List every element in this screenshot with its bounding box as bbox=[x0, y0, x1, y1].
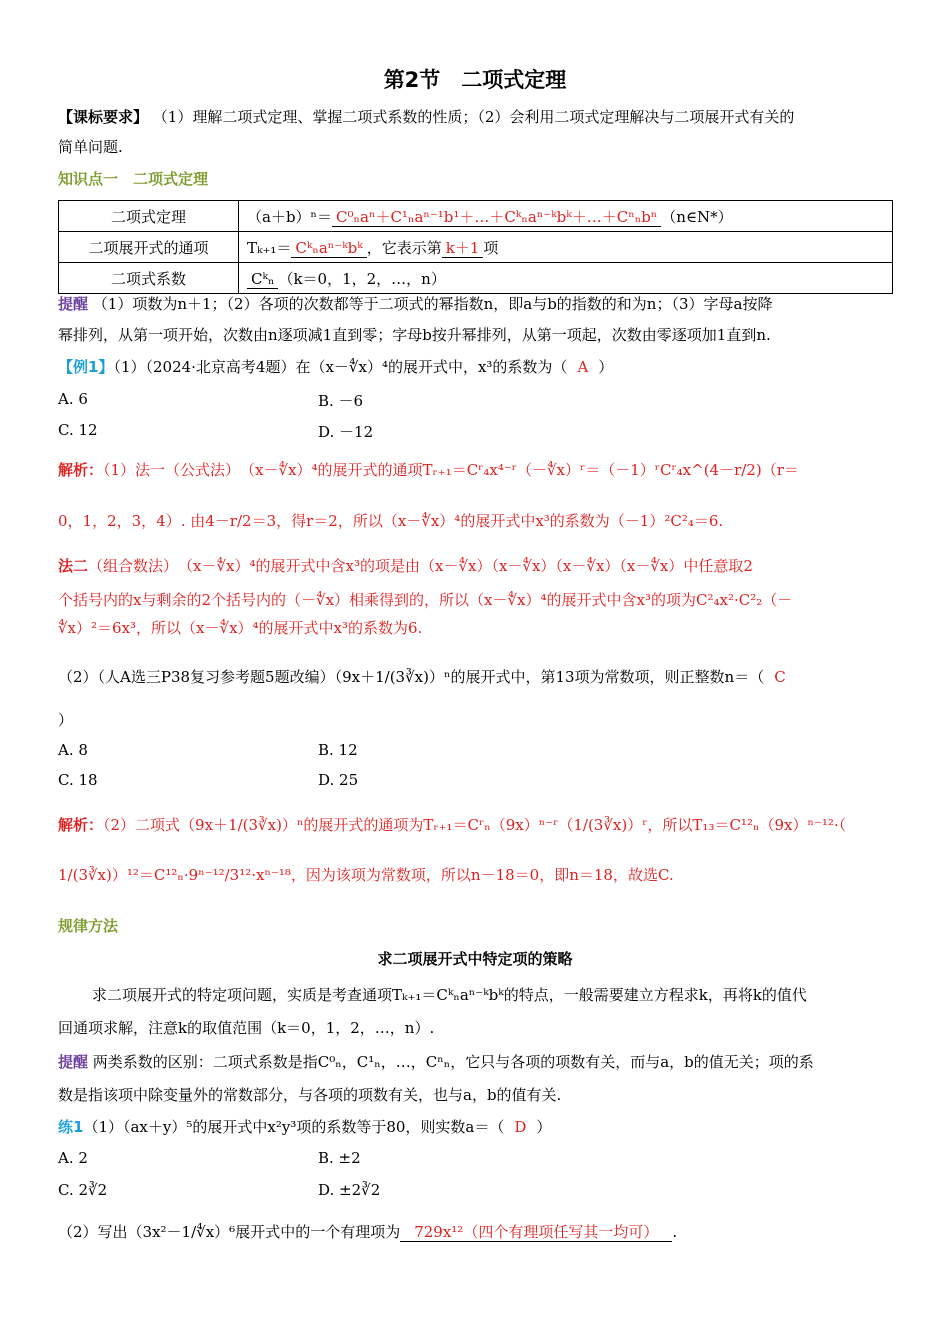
option-d: D. 25 bbox=[318, 771, 359, 789]
tip1-text-2: 幂排列，从第一项开始，次数由n逐项减1直到零；字母b按升幂排列，从第一项起，次数由零逐项加1直到n. bbox=[58, 326, 771, 344]
question-text: （2）（人A选三P38复习参考题5题改编）（9x＋1/(3∛x)）ⁿ的展开式中，第13项为常数项，则正整数n＝（ bbox=[58, 668, 765, 686]
option-c: C. 12 bbox=[58, 421, 98, 439]
option-d: D. －12 bbox=[318, 423, 374, 441]
page-title: 第2节 二项式定理 bbox=[383, 68, 567, 92]
requirement-text-2: 简单问题. bbox=[58, 138, 123, 156]
tip2-line-1 bbox=[58, 1052, 814, 1072]
option-b: B. 12 bbox=[318, 741, 358, 759]
solution-2-line-1 bbox=[58, 556, 753, 576]
example-label: 【例1】 bbox=[58, 358, 114, 376]
tip2-text-2: 数是指该项中除变量外的常数部分，与各项的项数有关，也与a，b的值有关. bbox=[58, 1086, 562, 1104]
option-a: A. 2 bbox=[58, 1149, 88, 1167]
solution-text: （1）法一（公式法） （x－∜x）⁴的展开式的通项Tᵣ₊₁＝Cʳ₄x⁴⁻ʳ（－∜x）ʳ＝（－1）ʳCʳ₄x^(4－r/2)（r＝ bbox=[103, 461, 799, 479]
formula-prefix: Tₖ₊₁＝ bbox=[247, 238, 292, 257]
strategy-text-2: 回通项求解，注意k的取值范围（k＝0，1，2，…，n）. bbox=[58, 1019, 435, 1037]
solution-1-line-2: 0，1，2，3，4）. 由4－r/2＝3，得r＝2，所以（x－∜x）⁴的展开式中x³的系数为（－1）²C²₄＝6. bbox=[58, 512, 724, 530]
formula-suffix: （k＝0，1，2，…，n） bbox=[278, 269, 446, 288]
practice1-question-1 bbox=[58, 1117, 551, 1137]
question-close: ） bbox=[58, 711, 74, 729]
solution-text: （组合数法） （x－∜x）⁴的展开式中含x³的项是由（x－∜x）（x－∜x）（x－∜x）（x－∜x）中任意取2 bbox=[88, 557, 753, 575]
table-cell-name: 二项式系数 bbox=[59, 263, 239, 294]
solution-2-line-3: ∜x）²＝6x³，所以（x－∜x）⁴的展开式中x³的系数为6. bbox=[58, 619, 423, 637]
solution-1-line-1 bbox=[58, 460, 799, 480]
strategy-title: 求二项展开式中特定项的策略 bbox=[377, 950, 573, 968]
requirement-line-1 bbox=[58, 107, 794, 127]
formula-suffix: 项 bbox=[483, 238, 499, 257]
requirement-text-1: （1）理解二项式定理、掌握二项式系数的性质；（2）会利用二项式定理解决与二项展开式有关的 bbox=[152, 108, 795, 126]
table-cell-content bbox=[239, 263, 893, 294]
solution-3-line-2: 1/(3∛x)）¹²＝C¹²ₙ·9ⁿ⁻¹²/3¹²·xⁿ⁻¹⁸，因为该项为常数项，所以n－18＝0，即n＝18，故选C. bbox=[58, 866, 674, 884]
question-close: ） bbox=[598, 358, 614, 376]
solution-text: （2）二项式（9x＋1/(3∛x)）ⁿ的展开式的通项为Tᵣ₊₁＝Cʳₙ（9x）ⁿ⁻ʳ（1/(3∛x)）ʳ，所以T₁₃＝C¹²ₙ（9x）ⁿ⁻¹²·（ bbox=[103, 816, 847, 834]
example1-question-2 bbox=[58, 667, 796, 687]
tip1-line-1 bbox=[58, 294, 772, 314]
answer: D bbox=[514, 1118, 527, 1136]
table-cell-content bbox=[239, 232, 893, 263]
table-cell-name: 二项展开式的通项 bbox=[59, 232, 239, 263]
formula-prefix: （a＋b）ⁿ＝ bbox=[247, 207, 333, 226]
table-row bbox=[59, 201, 893, 232]
strategy-text-1: 求二项展开式的特定项问题，实质是考查通项Tₖ₊₁＝Cᵏₙaⁿ⁻ᵏbᵏ的特点，一般需要建立方程求k，再将k的值代 bbox=[92, 986, 807, 1004]
option-b: B. －6 bbox=[318, 392, 364, 410]
method2-label: 法二 bbox=[58, 557, 89, 575]
solution-label: 解析： bbox=[58, 461, 104, 479]
practice-label: 练1 bbox=[58, 1118, 84, 1136]
option-d: D. ±2∛2 bbox=[318, 1181, 381, 1199]
example1-question-1 bbox=[58, 357, 613, 377]
option-c: C. 18 bbox=[58, 771, 98, 789]
option-b: B. ±2 bbox=[318, 1149, 361, 1167]
table-row bbox=[59, 232, 893, 263]
tip1-text-1: （1）项数为n＋1；（2）各项的次数都等于二项式的幂指数n，即a与b的指数的和为n；（3）字母a按降 bbox=[92, 295, 773, 313]
question-close: ） bbox=[536, 1118, 552, 1136]
answer: C bbox=[774, 668, 786, 686]
fill-answer-2: k＋1 bbox=[442, 239, 484, 258]
fill-answer: Cᵏₙ bbox=[247, 270, 278, 289]
question-text: （1）（ax＋y）⁵的展开式中x²y³项的系数等于80，则实数a＝（ bbox=[83, 1118, 505, 1136]
formula-suffix: （n∈N*） bbox=[661, 207, 733, 226]
fill-answer: 729x¹²（四个有理项任写其一均可） bbox=[400, 1223, 672, 1242]
question-end: . bbox=[672, 1223, 678, 1241]
requirement-label: 【课标要求】 bbox=[58, 108, 149, 126]
theorem-table bbox=[58, 200, 893, 294]
table-row bbox=[59, 263, 893, 294]
fill-answer: Cᵏₙaⁿ⁻ᵏbᵏ bbox=[291, 239, 366, 258]
practice1-question-2 bbox=[58, 1222, 677, 1242]
solution-2-line-2: 个括号内的x与剩余的2个括号内的（－∜x）相乘得到的，所以（x－∜x）⁴的展开式中含x³的项为C²₄x²·C²₂（－ bbox=[58, 591, 793, 609]
question-text: （1）（2024·北京高考4题）在（x－∜x）⁴的展开式中，x³的系数为（ bbox=[113, 358, 568, 376]
question-text: （2）写出（3x²－1/∜x）⁶展开式中的一个有理项为 bbox=[58, 1223, 401, 1241]
formula-middle: ，它表示第 bbox=[366, 238, 442, 257]
tip2-text-1: 两类系数的区别：二项式系数是指C⁰ₙ，C¹ₙ，…，Cⁿₙ，它只与各项的项数有关，而与a，b的值无关；项的系 bbox=[92, 1053, 814, 1071]
table-cell-name: 二项式定理 bbox=[59, 201, 239, 232]
fill-answer: C⁰ₙaⁿ＋C¹ₙaⁿ⁻¹b¹＋…＋Cᵏₙaⁿ⁻ᵏbᵏ＋…＋Cⁿₙbⁿ bbox=[332, 208, 661, 227]
tip-label: 提醒 bbox=[58, 295, 89, 313]
table-cell-content bbox=[239, 201, 893, 232]
option-c: C. 2∛2 bbox=[58, 1181, 108, 1199]
option-a: A. 6 bbox=[58, 390, 88, 408]
section-heading-1: 知识点一 二项式定理 bbox=[58, 170, 209, 188]
solution-3-line-1 bbox=[58, 815, 846, 835]
tip-label: 提醒 bbox=[58, 1053, 89, 1071]
section-heading-2: 规律方法 bbox=[58, 917, 119, 935]
answer: A bbox=[577, 358, 589, 376]
option-a: A. 8 bbox=[58, 741, 88, 759]
solution-label: 解析： bbox=[58, 816, 104, 834]
